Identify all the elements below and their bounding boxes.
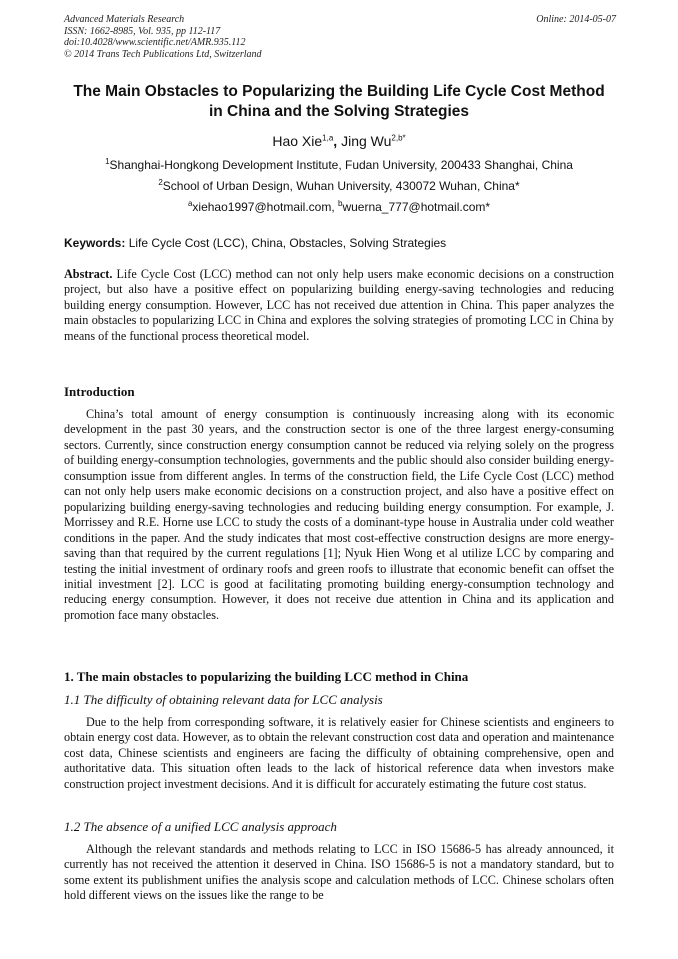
email-b-mark: b [338, 199, 343, 208]
paper-title [40, 82, 638, 122]
paper-title-line-1: The Main Obstacles to Popularizing the Building Life Cycle Cost Method [73, 83, 605, 100]
author-2-name: Jing Wu [341, 133, 392, 149]
affiliation-1 [0, 158, 678, 173]
abstract-label: Abstract. [64, 267, 113, 281]
introduction-paragraph: China’s total amount of energy consumption is continuously increasing along with its economic development in the past 30 years, and the construction sector is one of the three largest energy-consuming sectors. Currently, since construction energy consumption cannot be reduced via relying solely on the progress of building energy-consumption technologies, governments and the public should also consider building energy-consumption issue from different angles. In terms of the construction field, the Life Cycle Cost (LCC) method can not only help users make economic decisions on a construction project, and also have a positive effect on popularizing building energy-saving technologies and reducing building energy consumption. For example, J. Morrissey and R.E. Horne use LCC to study the costs of a dominant-type house in Australia under cold weather conditions in the paper. And the study indicates that most cost-effective construction designs are more energy-saving than that required by the current regulations [1]; Nyuk Hien Wong et al utilize LCC by comparing and testing the initial investment of ordinary roofs and green roofs to illustrate that economic benefit can offset the initial investment [2]. LCC is good at facilitating promoting building energy-consumption technology and reducing energy consumption. However, it does not receive due attention in China and its application and promotion face many obstacles. [64, 407, 614, 622]
author-emails [0, 200, 678, 215]
affiliation-2-text: School of Urban Design, Wuhan University, 430072 Wuhan, China* [162, 179, 520, 193]
subsection-1-1-paragraph: Due to the help from corresponding software, it is relatively easier for Chinese scientists and engineers to obtain energy cost data. However, as to obtain the relevant construction cost data and operation and maintenance cost data, Chinese scientists and engineers are facing the difficulty of obtaining comprehensive, open and authoritative data. This situation often leads to the lack of historical reference data when investors make construction project investment decisions. And it is difficult for accurately estimating the future cost status. [64, 715, 614, 791]
affiliation-2-mark: 2 [158, 178, 163, 187]
subsection-1-1-heading: 1.1 The difficulty of obtaining relevant data for LCC analysis [64, 692, 383, 707]
journal-copyright: © 2014 Trans Tech Publications Ltd, Switzerland [64, 48, 262, 60]
affiliation-1-text: Shanghai-Hongkong Development Institute, Fudan University, 200433 Shanghai, China [109, 158, 573, 172]
abstract-text: Life Cycle Cost (LCC) method can not only help users make economic decisions on a construction project, but also have a positive effect on popularizing building energy-saving technologies and reducing building energy consumption. However, LCC has not received due attention in China. This paper analyzes the main obstacles to popularizing LCC in China and explores the solving strategies of promoting LCC in China by means of the functional process theoretical model. [64, 267, 614, 343]
online-date: Online: 2014-05-07 [536, 14, 616, 25]
email-a-link[interactable]: xiehao1997@hotmail.com, [192, 200, 338, 214]
abstract [64, 267, 614, 344]
journal-doi: doi:10.4028/www.scientific.net/AMR.935.112 [64, 37, 246, 49]
author-separator: , [333, 133, 342, 149]
author-1-name: Hao Xie [272, 133, 323, 149]
keywords-label: Keywords: [64, 236, 126, 250]
email-b-link[interactable]: wuerna_777@hotmail.com* [342, 200, 491, 214]
keywords [64, 236, 624, 251]
author-list [0, 132, 678, 150]
journal-issn: ISSN: 1662-8985, Vol. 935, pp 112-117 [64, 25, 221, 37]
subsection-1-2-heading: 1.2 The absence of a unified LCC analysis approach [64, 819, 337, 834]
journal-header [64, 14, 616, 60]
author-2-affiliation-mark: 2,b* [391, 133, 406, 143]
affiliation-2 [0, 179, 678, 194]
author-1-affiliation-mark: 1,a [322, 133, 334, 143]
email-a-mark: a [187, 199, 193, 208]
journal-name: Advanced Materials Research [64, 14, 185, 25]
keywords-text: Life Cycle Cost (LCC), China, Obstacles, Solving Strategies [125, 236, 447, 250]
section-1-heading: 1. The main obstacles to popularizing the building LCC method in China [64, 669, 469, 684]
introduction-heading: Introduction [64, 384, 135, 399]
paper-title-line-2: in China and the Solving Strategies [208, 103, 470, 120]
affiliation-1-mark: 1 [105, 157, 110, 166]
subsection-1-2-paragraph: Although the relevant standards and methods relating to LCC in ISO 15686-5 has already announced, it currently has not received the attention it deserved in China. ISO 15686-5 is not a mandatory standard, but to some extent its publishment unifies the analysis scope and calculation methods of LCC. Chinese scholars often hold different views on the issues like the range to be [64, 842, 614, 903]
